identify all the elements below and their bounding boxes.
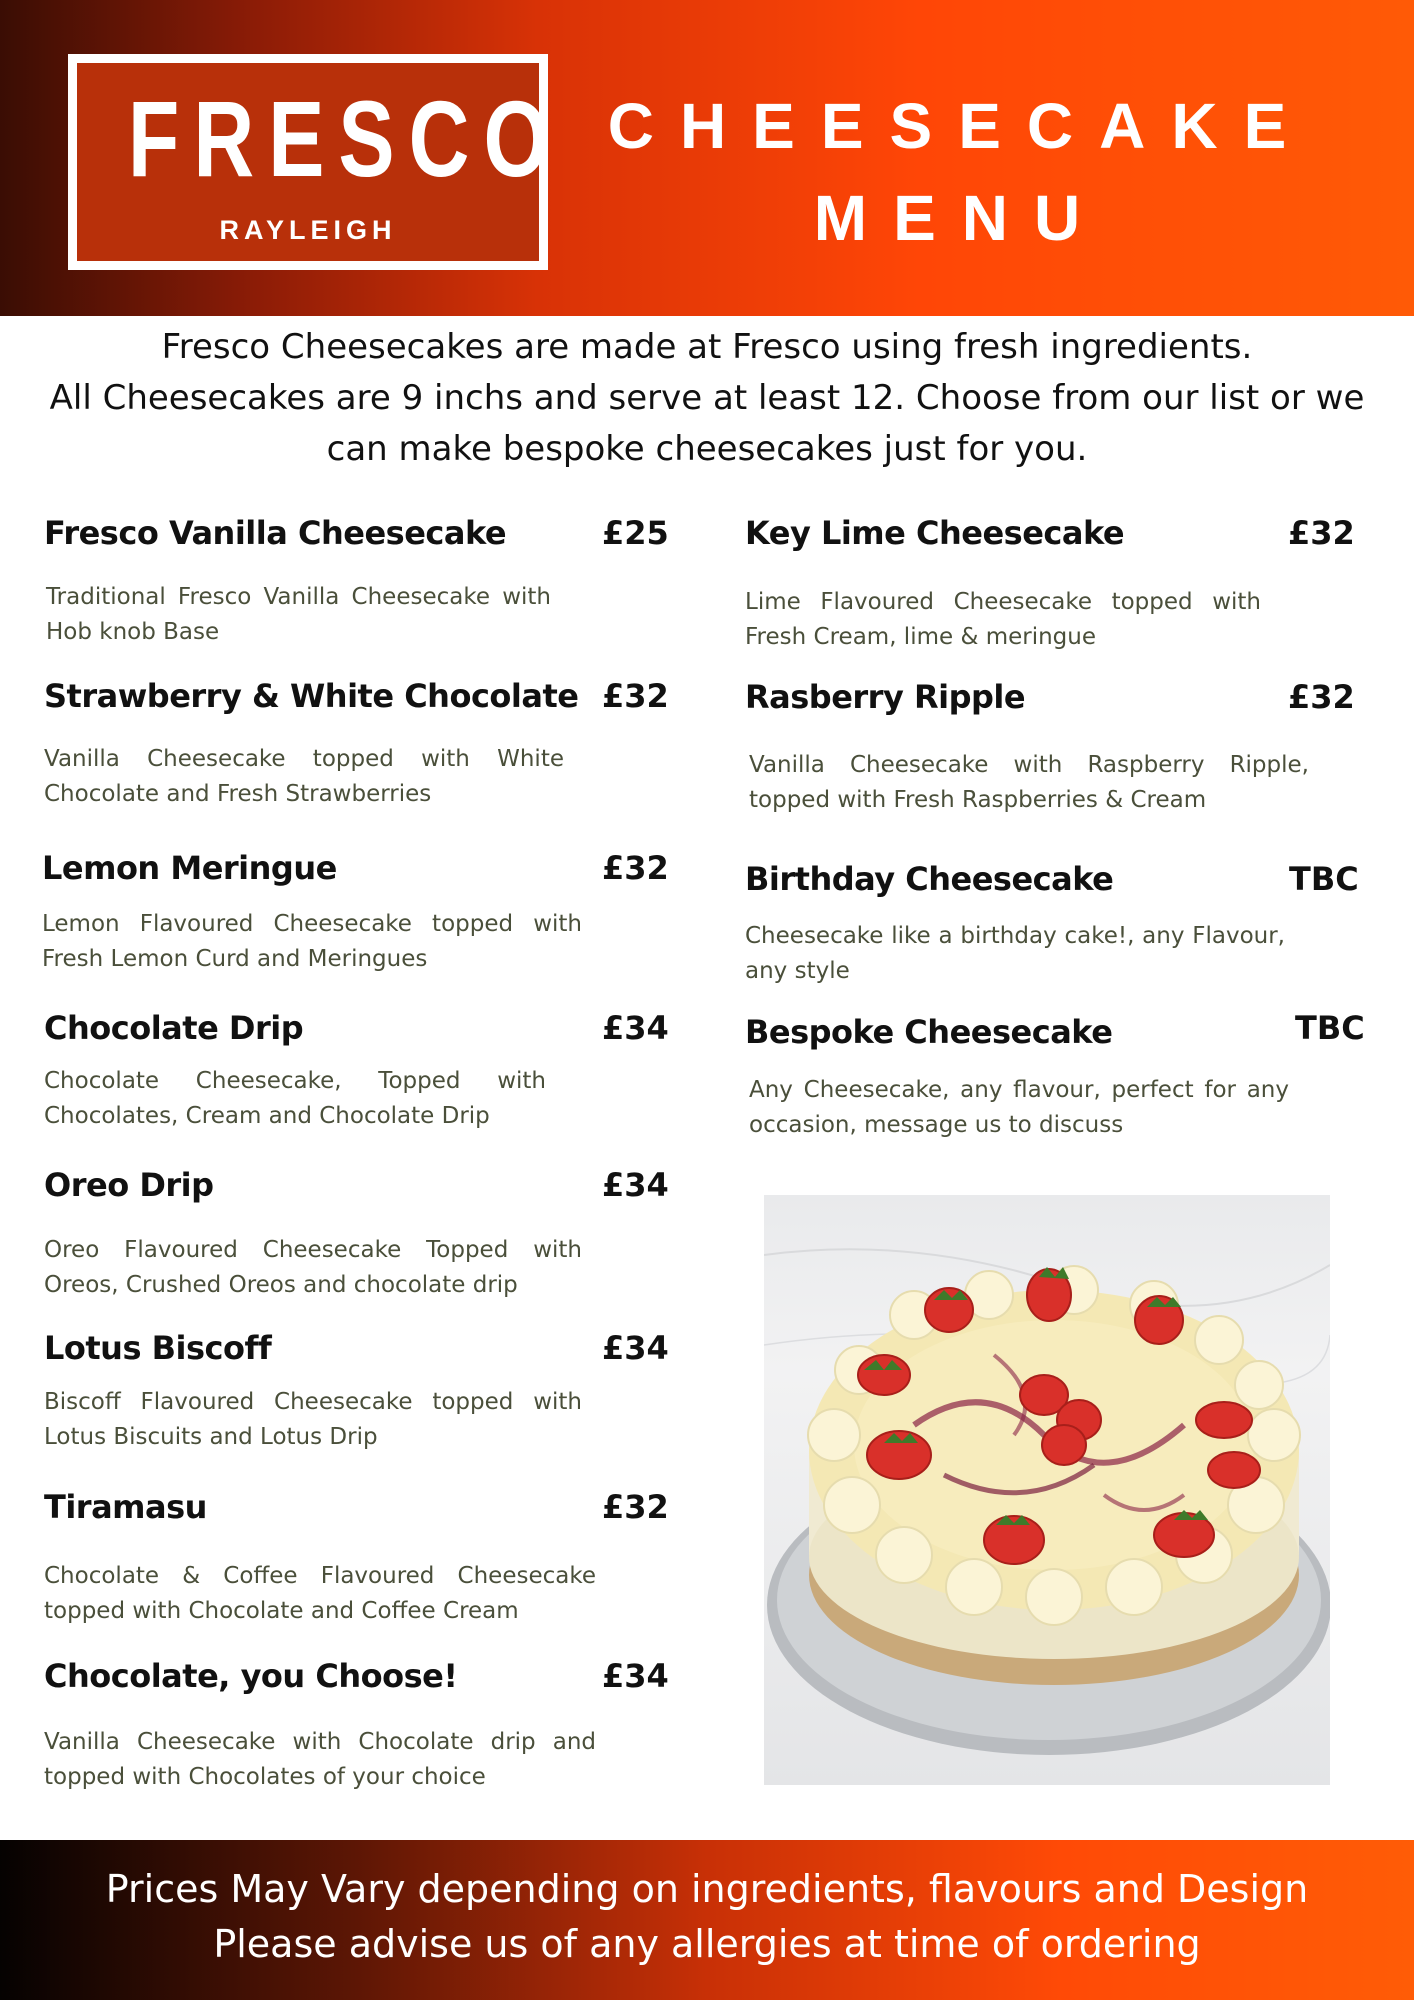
logo-location: RAYLEIGH [219,215,397,245]
item-price: £34 [602,1166,669,1204]
item-description: Oreo Flavoured Cheesecake Topped with Oreos, Crushed Oreos and chocolate drip [44,1237,582,1298]
item-name: Lemon Meringue [42,849,337,887]
item-name: Bespoke Cheesecake [745,1013,1113,1051]
intro-text [20,322,1394,475]
intro-line: Fresco Cheesecakes are made at Fresco using fresh ingredients. [161,327,1253,367]
item-name: Chocolate, you Choose! [44,1657,458,1695]
item-name: Birthday Cheesecake [745,860,1114,898]
item-name: Tiramasu [44,1488,207,1526]
item-price: £32 [602,1488,669,1526]
item-price: £34 [602,1657,669,1695]
cheesecake-photo [764,1195,1330,1785]
header-banner [0,0,1414,316]
item-price: £25 [602,514,669,552]
item-name: Oreo Drip [44,1166,214,1204]
item-description: Vanilla Cheesecake with Raspberry Ripple, topped with Fresh Raspberries & Cream [749,752,1309,813]
item-name: Lotus Biscoff [44,1329,272,1367]
item-price: TBC [1289,860,1359,898]
item-name: Key Lime Cheesecake [745,514,1125,552]
item-description: Traditional Fresco Vanilla Cheesecake with Hob knob Base [46,584,551,645]
cheesecake-illustration [764,1195,1330,1785]
item-price: £32 [1288,514,1355,552]
item-description: Any Cheesecake, any flavour, perfect for any occasion, message us to discuss [749,1077,1289,1138]
item-price: TBC [1295,1009,1365,1047]
item-description: Chocolate & Coffee Flavoured Cheesecake topped with Chocolate and Coffee Cream [44,1563,596,1624]
item-description: Lime Flavoured Cheesecake topped with Fresh Cream, lime & meringue [745,589,1261,650]
footer-line: Prices May Vary depending on ingredients, flavours and Design [105,1867,1309,1911]
item-price: £32 [602,677,669,715]
brand-logo [68,54,564,270]
intro-line: All Cheesecakes are 9 inchs and serve at least 12. Choose from our list or we [49,378,1365,418]
item-description: Vanilla Cheesecake with Chocolate drip and topped with Chocolates of your choice [44,1729,596,1790]
intro-line: can make bespoke cheesecakes just for you. [326,429,1088,469]
item-name: Rasberry Ripple [745,678,1026,716]
item-price: £34 [602,1009,669,1047]
item-description: Vanilla Cheesecake topped with White Chocolate and Fresh Strawberries [44,746,564,807]
item-price: £32 [602,849,669,887]
item-name: Strawberry & White Chocolate [44,677,579,715]
item-description: Chocolate Cheesecake, Topped with Chocolates, Cream and Chocolate Drip [44,1068,546,1129]
item-description: Lemon Flavoured Cheesecake topped with Fresh Lemon Curd and Meringues [42,911,582,972]
footer-line: Please advise us of any allergies at time of ordering [213,1922,1201,1966]
item-name: Fresco Vanilla Cheesecake [44,514,507,552]
item-name: Chocolate Drip [44,1009,304,1047]
menu-title-line2: MENU [813,182,1107,254]
item-price: £32 [1288,678,1355,716]
item-price: £34 [602,1329,669,1367]
footer-notice [0,1862,1414,1972]
menu-title-line1: CHEESECAKE [607,90,1313,162]
menu-title [590,80,1330,264]
item-description: Cheesecake like a birthday cake!, any Flavour, any style [745,923,1285,984]
footer-banner [0,1840,1414,2000]
logo-wordmark: FRESCO [127,78,564,199]
item-description: Biscoff Flavoured Cheesecake topped with Lotus Biscuits and Lotus Drip [44,1389,582,1450]
